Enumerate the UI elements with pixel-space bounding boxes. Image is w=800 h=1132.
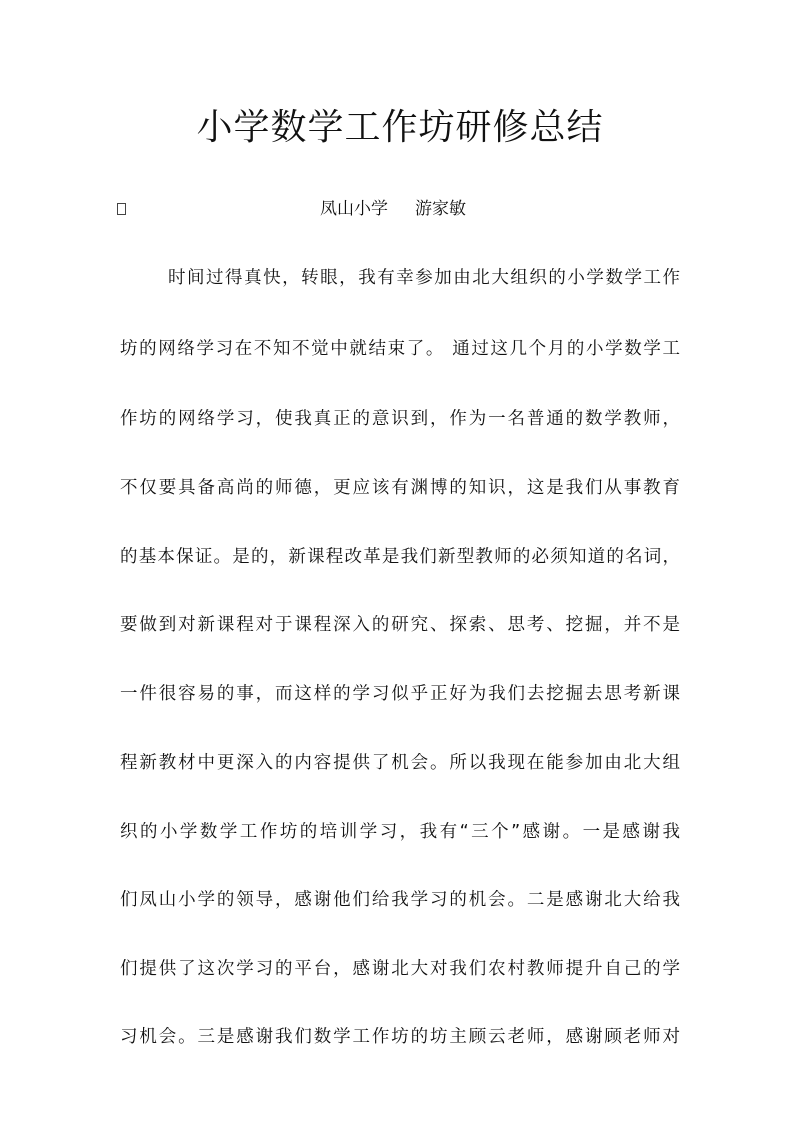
body-line: 程新教材中更深入的内容提供了机会。所以我现在能参加由北大组	[120, 753, 680, 773]
body-line: 习机会。三是感谢我们数学工作坊的坊主顾云老师，感谢顾老师对	[120, 1027, 680, 1047]
body-line: 时间过得真快，转眼，我有幸参加由北大组织的小学数学工作	[168, 268, 680, 288]
document-title: 小学数学工作坊研修总结	[196, 107, 604, 148]
author-byline: 凤山小学 游家敏	[320, 199, 467, 219]
body-line: 作坊的网络学习，使我真正的意识到，作为一名普通的数学教师，	[120, 409, 680, 429]
body-line: 要做到对新课程对于课程深入的研究、探索、思考、挖掘，并不是	[120, 615, 680, 635]
body-line: 织的小学数学工作坊的培训学习，我有“三个”感谢。一是感谢我	[120, 822, 680, 842]
body-line: 们凤山小学的领导，感谢他们给我学习的机会。二是感谢北大给我	[120, 890, 680, 910]
body-line: 不仅要具备高尚的师德，更应该有渊博的知识，这是我们从事教育	[120, 478, 680, 498]
body-line: 们提供了这次学习的平台，感谢北大对我们农村教师提升自己的学	[120, 959, 680, 979]
body-line: 坊的网络学习在不知不觉中就结束了。 通过这几个月的小学数学工	[120, 339, 680, 359]
placeholder-glyph-icon	[117, 203, 126, 215]
body-line: 一件很容易的事，而这样的学习似乎正好为我们去挖掘去思考新课	[120, 684, 680, 704]
body-line: 的基本保证。是的，新课程改革是我们新型教师的必须知道的名词，	[120, 547, 680, 567]
